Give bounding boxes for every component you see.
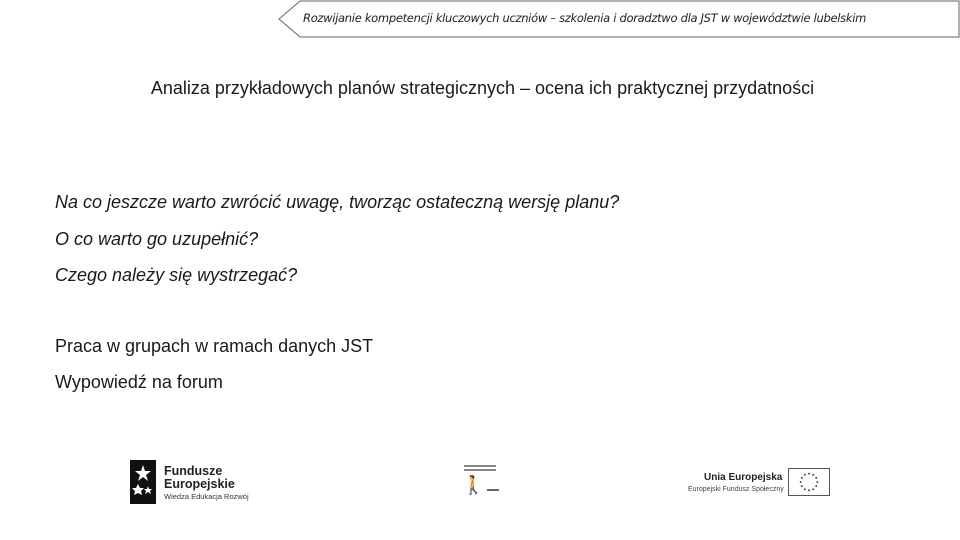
partner-logo [460,465,505,497]
fe-logo-subtitle: Wiedza Edukacja Rozwój [164,492,249,501]
ue-logo-line2: Europejski Fundusz Społeczny [688,486,784,493]
fe-stars-icon [130,460,156,504]
task-item: Praca w grupach w ramach danych JST [55,336,374,356]
ue-logo-line1: Unia Europejska [704,472,783,483]
partner-logo-mark [487,489,499,491]
walking-figure-icon: 🚶 [462,475,485,495]
header-banner [278,0,960,38]
header-banner-text: Rozwijanie kompetencji kluczowych uczniów – szkolenia i doradztwo dla JST w województwie lubelskim [303,11,867,25]
fe-logo-line1: Fundusze [164,464,223,478]
fe-logo-line2: Europejskie [164,477,235,491]
task-item: Wypowiedź na forum [55,372,223,392]
question-item: Na co jeszcze warto zwrócić uwagę, tworząc ostateczną wersję planu? [55,192,620,212]
partner-logo-lines [464,465,496,473]
question-item: O co warto go uzupełnić? [55,229,259,249]
question-item: Czego należy się wystrzegać? [55,265,298,285]
slide-title: Analiza przykładowych planów strategicznych – ocena ich praktycznej przydatności [150,78,815,98]
eu-flag-icon [788,468,830,496]
